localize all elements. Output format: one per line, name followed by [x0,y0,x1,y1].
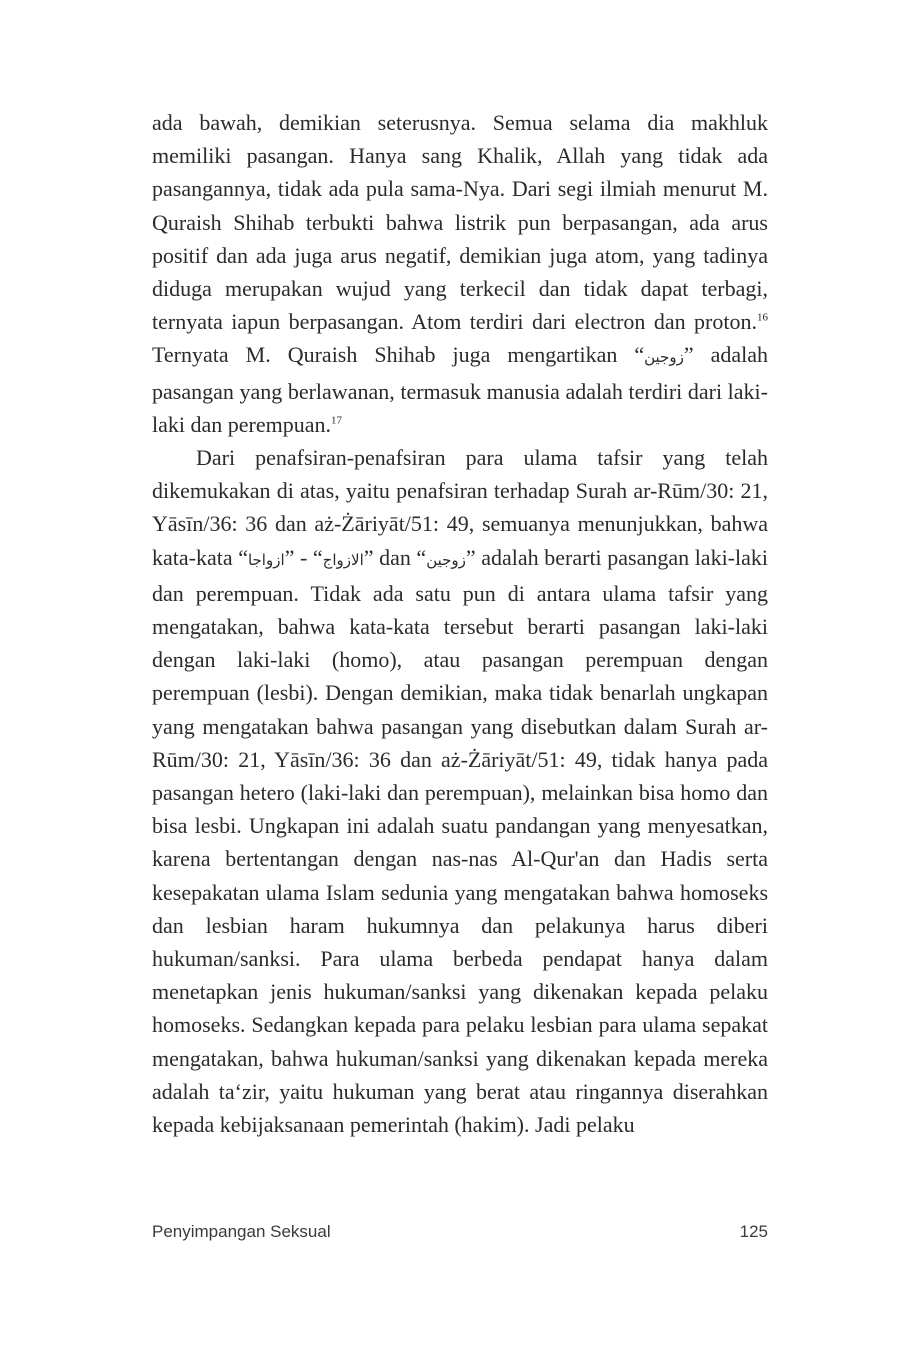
arabic-term-zawjain-2: زوجين [426,550,466,569]
paragraph-2-text-d: ” adalah berarti pasangan laki-laki dan perempuan. Tidak ada satu pun di antara ulama tafsir yang mengatakan, bahwa kata-kata tersebut berarti pasangan laki-laki dengan laki-laki (homo), atau pasangan perempuan dengan perempuan (lesbi). Dengan demikian, maka tidak benarlah ungkapan yang mengatakan bahwa pasangan yang disebutkan dalam Surah ar-Rūm/30: 21, Yāsīn/36: 36 dan aż-Żāriyāt/51: 49, tidak hanya pada pasangan hetero (laki-laki dan perempuan), melainkan bisa homo dan bisa lesbi. Ungkapan ini adalah suatu pandangan yang menyesatkan, karena bertentangan dengan nas-nas Al-Qur'an dan Hadis serta kesepakatan ulama Islam sedunia yang mengatakan bahwa homoseks dan lesbian haram hukumnya dan pelakunya harus diberi hukuman/sanksi. Para ulama berbeda pendapat hanya dalam menetapkan jenis hukuman/sanksi yang dikenakan kepada pelaku homoseks. Sedangkan kepada para pelaku lesbian para ulama sepakat mengatakan, bahwa hukuman/sanksi yang dikenakan kepada mereka adalah ta‘zir, yaitu hukuman yang berat atau ringannya diserahkan kepada kebijaksanaan pemerintah (hakim). Jadi pelaku [152,544,768,1138]
arabic-term-azwajan: ازواجا [247,550,285,569]
paragraph-2-text-b: ” - “ [284,544,323,570]
paragraph-1-text-a: ada bawah, demikian seterusnya. Semua selama dia makhluk memiliki pasangan. Hanya sang Khalik, Allah yang tidak ada pasangannya, tidak ada pula sama-Nya. Dari segi ilmiah menurut M. Quraish Shihab terbukti bahwa listrik pun berpasangan, ada arus positif dan ada juga arus negatif, demikian juga atom, yang tadinya diduga merupakan wujud yang terkecil dan tidak dapat terbagi, ternyata iapun berpasangan. Atom terdiri dari electron dan proton. [152,110,768,335]
page-body [152,106,768,1141]
paragraph-2 [152,441,768,1141]
paragraph-1-text-b: Ternyata M. Quraish Shihab juga mengartikan “ [152,342,645,368]
arabic-term-zawjain: زوجين [644,348,684,367]
paragraph-1-text-c: ” adalah pasangan yang berlawanan, termasuk manusia adalah terdiri dari laki-laki dan perempuan. [152,342,769,437]
footnote-ref-17[interactable]: 17 [331,414,342,427]
footnote-ref-16[interactable]: 16 [757,311,768,324]
paragraph-2-text-c: ” dan “ [363,544,427,570]
arabic-term-al-azwaj: الازواج [322,550,364,569]
paragraph-1 [152,106,768,441]
paragraph-2-text-a: Dari penafsiran-penafsiran para ulama tafsir yang telah dikemukakan di atas, yaitu penafsiran terhadap Surah ar-Rūm/30: 21, Yāsīn/36: 36 dan aż-Żāriyāt/51: 49, semuanya menunjukkan, bahwa kata-kata “ [152,445,768,570]
page-number: 125 [739,1222,768,1241]
running-title: Penyimpangan Seksual [152,1222,331,1241]
